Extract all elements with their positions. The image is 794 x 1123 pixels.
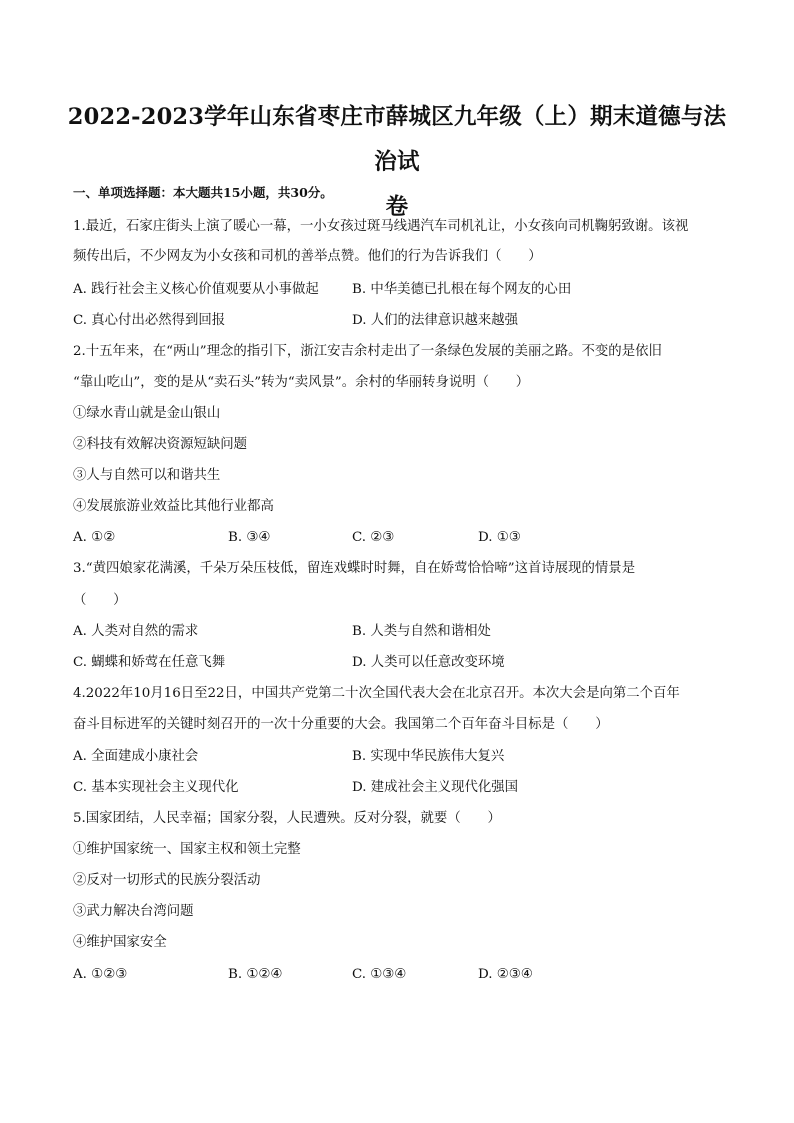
question-5-option-d: D. ②③④ bbox=[478, 967, 533, 982]
question-1-option-d: D. 人们的法律意识越来越强 bbox=[352, 313, 519, 328]
question-4-option-b: B. 实现中华民族伟大复兴 bbox=[352, 749, 505, 764]
question-3-stem-line-1: 3.“黄四娘家花满溪，千朵万朵压枝低，留连戏蝶时时舞，自在娇莺恰恰啼”这首诗展现的情景是 bbox=[73, 561, 636, 576]
question-5-statement-1: ①维护国家统一、国家主权和领土完整 bbox=[73, 842, 301, 857]
exam-title bbox=[60, 95, 734, 230]
question-3-option-a: A. 人类对自然的需求 bbox=[73, 624, 199, 639]
question-2-option-b: B. ③④ bbox=[228, 530, 271, 545]
question-4-stem-line-2: 奋斗目标进军的关键时刻召开的一次十分重要的大会。我国第二个百年奋斗目标是（ ） bbox=[73, 717, 609, 732]
question-4-option-c: C. 基本实现社会主义现代化 bbox=[73, 780, 239, 795]
question-2-option-c: C. ②③ bbox=[352, 530, 395, 545]
question-5-option-b: B. ①②④ bbox=[228, 967, 283, 982]
question-2-stem-line-2: “靠山吃山”，变的是从“卖石头”转为“卖风景”。余村的华丽转身说明（ ） bbox=[73, 375, 530, 390]
exam-title-line-2: 卷 bbox=[385, 194, 409, 220]
question-4-option-d: D. 建成社会主义现代化强国 bbox=[352, 780, 519, 795]
question-5-stem-line-1: 5.国家团结，人民幸福；国家分裂，人民遭殃。反对分裂，就要（ ） bbox=[73, 811, 501, 826]
question-2-statement-1: ①绿水青山就是金山银山 bbox=[73, 406, 221, 421]
question-5-option-a: A. ①②③ bbox=[73, 967, 128, 982]
question-1-stem-line-1: 1.最近，石家庄街头上演了暖心一幕，一小女孩过斑马线遇汽车司机礼让，小女孩向司机鞠躬致谢。该视 bbox=[73, 219, 689, 234]
question-4-stem-line-1: 4.2022年10月16日至22日，中国共产党第二十次全国代表大会在北京召开。本次大会是向第二个百年 bbox=[73, 686, 680, 701]
question-4-option-a: A. 全面建成小康社会 bbox=[73, 749, 199, 764]
question-2-statement-3: ③人与自然可以和谐共生 bbox=[73, 468, 221, 483]
question-5-statement-2: ②反对一切形式的民族分裂活动 bbox=[73, 873, 261, 888]
question-2-statement-4: ④发展旅游业效益比其他行业都高 bbox=[73, 499, 274, 514]
question-2-option-d: D. ①③ bbox=[478, 530, 521, 545]
question-1-option-a: A. 践行社会主义核心价值观要从小事做起 bbox=[73, 282, 319, 297]
exam-title-line-1: 2022-2023学年山东省枣庄市薛城区九年级（上）期末道德与法治试 bbox=[67, 104, 727, 175]
question-3-option-c: C. 蝴蝶和娇莺在任意飞舞 bbox=[73, 655, 226, 670]
question-2-stem-line-1: 2.十五年来，在“两山”理念的指引下，浙江安吉余村走出了一条绿色发展的美丽之路。不变的是依旧 bbox=[73, 344, 662, 359]
question-5-statement-3: ③武力解决台湾问题 bbox=[73, 904, 194, 919]
question-2-option-a: A. ①② bbox=[73, 530, 116, 545]
question-1-option-b: B. 中华美德已扎根在每个网友的心田 bbox=[352, 282, 572, 297]
question-1-stem-line-2: 频传出后，不少网友为小女孩和司机的善举点赞。他们的行为告诉我们（ ） bbox=[73, 249, 542, 264]
question-3-stem-line-2: （ ） bbox=[73, 593, 127, 608]
question-1-option-c: C. 真心付出必然得到回报 bbox=[73, 313, 226, 328]
question-5-statement-4: ④维护国家安全 bbox=[73, 935, 167, 950]
question-3-option-d: D. 人类可以任意改变环境 bbox=[352, 655, 505, 670]
section-heading: 一、单项选择题：本大题共15小题，共30分。 bbox=[73, 185, 333, 200]
question-3-option-b: B. 人类与自然和谐相处 bbox=[352, 624, 491, 639]
question-5-option-c: C. ①③④ bbox=[352, 967, 407, 982]
question-2-statement-2: ②科技有效解决资源短缺问题 bbox=[73, 437, 248, 452]
